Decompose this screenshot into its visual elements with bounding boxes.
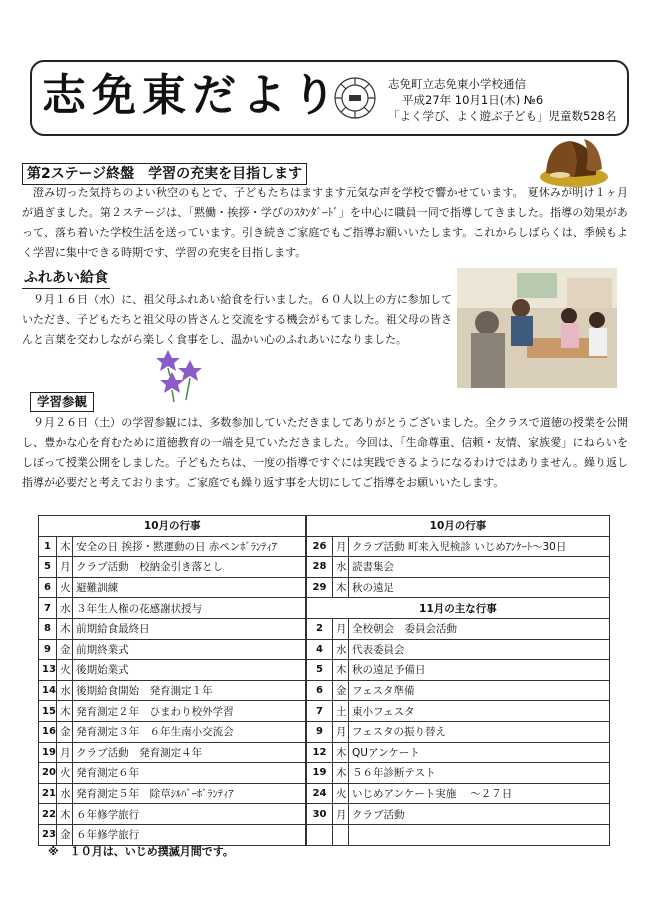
event-description: QUアンケート: [349, 742, 610, 763]
event-description: 発育測定６年: [73, 763, 307, 784]
empty-cell: [333, 824, 349, 845]
newsletter-title: 志免東だより: [42, 70, 342, 121]
event-day: 20: [39, 763, 57, 784]
event-weekday: 水: [333, 639, 349, 660]
event-weekday: 火: [333, 783, 349, 804]
event-weekday: 火: [57, 763, 73, 784]
school-name: 志免町立志免東小学校通信: [388, 77, 526, 91]
event-day: 26: [306, 536, 332, 557]
event-description: 代表委員会: [349, 639, 610, 660]
event-description: 秋の遠足: [349, 577, 610, 598]
event-description: 安全の日 挨拶・黙運動の日 赤ペンﾎﾞﾗﾝﾃｨｱ: [73, 536, 307, 557]
event-day: 5: [306, 660, 332, 681]
event-weekday: 木: [57, 701, 73, 722]
event-weekday: 木: [333, 577, 349, 598]
event-weekday: 月: [57, 742, 73, 763]
event-description: 前期終業式: [73, 639, 307, 660]
event-day: 28: [306, 557, 332, 578]
schedule-row: [39, 516, 610, 537]
schedule-row: [39, 598, 610, 619]
lunch-photo: [457, 268, 617, 388]
event-description: フェスタの振り替え: [349, 721, 610, 742]
event-weekday: 金: [57, 639, 73, 660]
schedule-row: [39, 742, 610, 763]
event-day: 16: [39, 721, 57, 742]
schedule-row: [39, 618, 610, 639]
event-description: ６年修学旅行: [73, 804, 307, 825]
event-description: 発育測定２年 ひまわり校外学習: [73, 701, 307, 722]
event-weekday: 火: [57, 577, 73, 598]
schedule-row: [39, 680, 610, 701]
event-description: 秋の遠足予備日: [349, 660, 610, 681]
schedule-row: [39, 701, 610, 722]
schedule-row: [39, 824, 610, 845]
event-day: 7: [306, 701, 332, 722]
event-day: 9: [39, 639, 57, 660]
event-schedule-table: [38, 515, 610, 846]
event-day: 7: [39, 598, 57, 619]
event-description: ５６年診断テスト: [349, 763, 610, 784]
event-weekday: 木: [333, 763, 349, 784]
event-weekday: 木: [333, 742, 349, 763]
event-day: 13: [39, 660, 57, 681]
schedule-row: [39, 557, 610, 578]
event-weekday: 水: [57, 598, 73, 619]
section-body-stage2: 澄み切った気持ちのよい秋空のもとで、子どもたちはますます元気な声を学校で響かせています。 夏休みが明け１ヶ月が過ぎました。第２ステージは、「黙働・挨拶・学びのｽﾀﾝﾀﾞｰﾄﾞ」を中心に職員一同で指導してきました。指導の効果があって、落ち着いた学校生活を送っています。引き続きご家庭でもご指導お願いいたします。これからしばらくは、季候もよく学習に集中できる時期です、学習の充実を目指します。: [22, 186, 628, 259]
event-weekday: 水: [57, 680, 73, 701]
event-day: 19: [306, 763, 332, 784]
bullying-month-note: ※ １０月は、いじめ撲滅月間です。: [48, 845, 234, 858]
event-day: 19: [39, 742, 57, 763]
event-day: 22: [39, 804, 57, 825]
masthead-info: [388, 76, 617, 124]
event-day: 5: [39, 557, 57, 578]
schedule-row: [39, 536, 610, 557]
event-description: クラブ活動 校納金引き落とし: [73, 557, 307, 578]
event-day: 6: [306, 680, 332, 701]
empty-cell: [306, 824, 332, 845]
event-weekday: 月: [333, 618, 349, 639]
event-weekday: 月: [57, 557, 73, 578]
issue-date: 平成27年 10月1日(木) №6: [402, 93, 544, 107]
section-heading-stage2: 第2ステージ終盤 学習の充実を目指します: [22, 163, 307, 185]
schedule-row: [39, 660, 610, 681]
event-description: 全校朝会 委員会活動: [349, 618, 610, 639]
schedule-row: [39, 763, 610, 784]
event-weekday: 月: [333, 804, 349, 825]
schedule-row: [39, 577, 610, 598]
event-description: 発育測定３年 ６年生南小交流会: [73, 721, 307, 742]
event-day: 29: [306, 577, 332, 598]
section-body-visit: ９月２６日（土）の学習参観には、多数参加していただきましてありがとうございました。全クラスで道徳の授業を公開し、豊かな心を育むために道徳教育の一端を見ていただきました。今回は、「生命尊重、信頼・友情、家族愛」にねらいをしぼって授業公開をしました。子どもたちは、一度の指導ですぐには実践できるようになるわけではありません。繰り返し指導が必要だと考えております。ご家庭でも繰り返す事を大切にしてご指導をお願いいたします。: [22, 416, 628, 489]
section-heading-lunch: ふれあい給食: [22, 268, 110, 289]
schedule-row: [39, 804, 610, 825]
bellflower-illustration-icon: [150, 346, 210, 402]
event-weekday: 金: [57, 721, 73, 742]
school-emblem-icon: [333, 76, 377, 120]
event-day: 6: [39, 577, 57, 598]
event-day: 12: [306, 742, 332, 763]
chestnut-illustration-icon: [530, 133, 610, 189]
event-weekday: 火: [57, 660, 73, 681]
section-body-lunch: ９月１６日（水）に、祖父母ふれあい給食を行いました。６０人以上の方に参加していただき、子どもたちと祖父母の皆さんと交流をする機会がもてました。祖父母の皆さんと言葉を交わしながら楽しく食事をし、温かい心のふれあいになりました。: [22, 293, 452, 346]
event-weekday: 木: [57, 804, 73, 825]
event-description: クラブ活動 発育測定４年: [73, 742, 307, 763]
event-description: クラブ活動 町来入児検診 いじめｱﾝｹｰﾄ～30日: [349, 536, 610, 557]
event-day: 8: [39, 618, 57, 639]
empty-cell: [349, 824, 610, 845]
event-description: 後期始業式: [73, 660, 307, 681]
event-day: 21: [39, 783, 57, 804]
event-description: いじめアンケート実施 ～２７日: [349, 783, 610, 804]
event-day: 1: [39, 536, 57, 557]
event-weekday: 金: [57, 824, 73, 845]
event-day: 24: [306, 783, 332, 804]
event-weekday: 木: [57, 618, 73, 639]
event-description: 前期給食最終日: [73, 618, 307, 639]
event-day: 14: [39, 680, 57, 701]
right-month-header: 11月の主な行事: [306, 598, 609, 619]
left-month-header: 10月の行事: [39, 516, 307, 537]
event-weekday: 月: [333, 721, 349, 742]
event-day: 30: [306, 804, 332, 825]
event-description: ６年修学旅行: [73, 824, 307, 845]
event-weekday: 水: [57, 783, 73, 804]
schedule-row: [39, 721, 610, 742]
event-day: 23: [39, 824, 57, 845]
event-description: 東小フェスタ: [349, 701, 610, 722]
event-day: 4: [306, 639, 332, 660]
motto-and-count: 「よく学び、よく遊ぶ子ども」児童数528名: [388, 109, 617, 123]
event-description: 避難訓練: [73, 577, 307, 598]
event-day: 15: [39, 701, 57, 722]
event-weekday: 水: [333, 557, 349, 578]
event-weekday: 木: [333, 660, 349, 681]
event-weekday: 月: [333, 536, 349, 557]
event-description: クラブ活動: [349, 804, 610, 825]
event-weekday: 土: [333, 701, 349, 722]
schedule-row: [39, 639, 610, 660]
event-description: 読書集会: [349, 557, 610, 578]
event-description: 後期給食開始 発育測定１年: [73, 680, 307, 701]
event-description: フェスタ準備: [349, 680, 610, 701]
right-month-header: 10月の行事: [306, 516, 609, 537]
schedule-row: [39, 783, 610, 804]
event-description: 発育測定５年 除草ｼﾙﾊﾞｰﾎﾞﾗﾝﾃｨｱ: [73, 783, 307, 804]
event-weekday: 金: [333, 680, 349, 701]
event-description: ３年生人権の花感謝状授与: [73, 598, 307, 619]
section-heading-visit: 学習参観: [30, 392, 94, 412]
event-day: 9: [306, 721, 332, 742]
event-day: 2: [306, 618, 332, 639]
event-weekday: 木: [57, 536, 73, 557]
